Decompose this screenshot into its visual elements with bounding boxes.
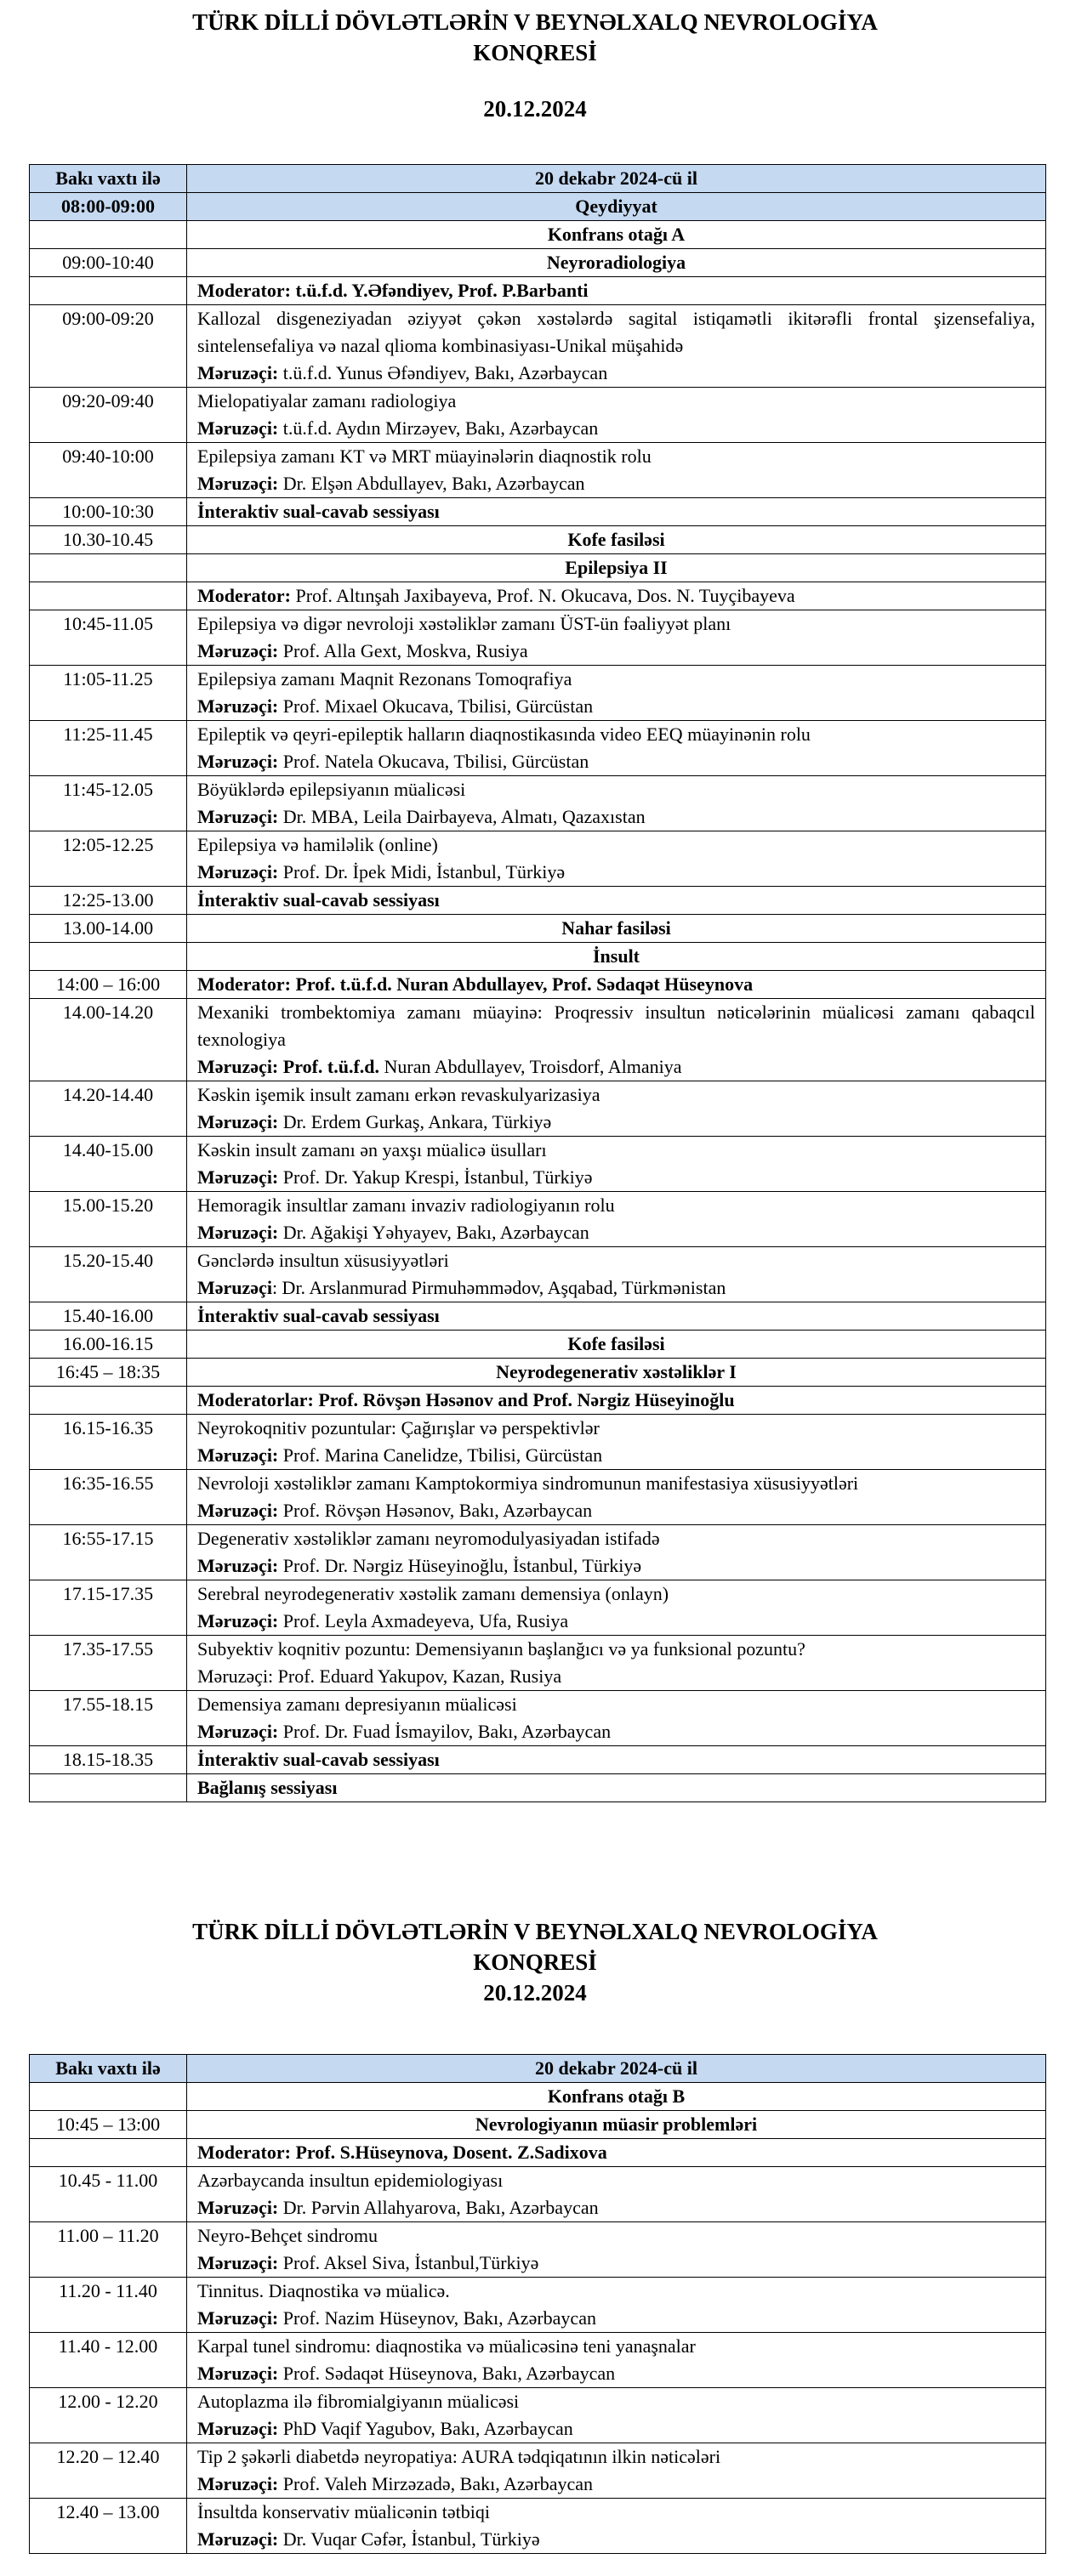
table-row <box>30 193 1046 221</box>
speaker-name: Nuran Abdullayev, Troisdorf, Almaniya <box>379 1056 682 1077</box>
table-row <box>30 943 1046 971</box>
speaker-line <box>197 1497 1035 1524</box>
table-row <box>30 277 1046 305</box>
time-cell: 11:45-12.05 <box>30 776 187 831</box>
talk-title: Autoplazma ilə fibromialgiyanın müalicəsi <box>197 2391 520 2412</box>
table-row <box>30 776 1046 831</box>
congress-date: 20.12.2024 <box>483 96 587 122</box>
time-cell: 11.20 - 11.40 <box>30 2278 187 2333</box>
speaker-label: Məruzəçi: <box>197 1222 279 1243</box>
time-cell: 18.15-18.35 <box>30 1746 187 1774</box>
talk-cell <box>187 1636 1046 1691</box>
time-cell: 11.00 – 11.20 <box>30 2222 187 2278</box>
speaker-name: Prof. Mixael Okucava, Tbilisi, Gürcüstan <box>278 695 594 717</box>
speaker-name: Dr. Ağakişi Yəhyayev, Bakı, Azərbaycan <box>278 1222 589 1243</box>
talk-title: Tinnitus. Diaqnostika və müalicə. <box>197 2280 450 2301</box>
schedule-table-a <box>29 164 1046 1802</box>
table-row <box>30 249 1046 277</box>
speaker-label: Məruzəçi: Prof. t.ü.f.d. <box>197 1056 380 1077</box>
table-row <box>30 915 1046 943</box>
talk-cell <box>187 2167 1046 2222</box>
speaker-line <box>197 360 1035 387</box>
table-row <box>30 1137 1046 1192</box>
talk-title: Neyrokoqnitiv pozuntular: Çağırışlar və perspektivlər <box>197 1417 600 1438</box>
table-row <box>30 887 1046 915</box>
speaker-line <box>197 1663 1035 1690</box>
speaker-line <box>197 1219 1035 1246</box>
moderator-cell <box>187 1387 1046 1415</box>
speaker-line <box>197 1164 1035 1191</box>
talk-title: Kəskin işemik insult zamanı erkən revaskulyarizasiya <box>197 1084 600 1105</box>
speaker-name: Prof. Rövşən Həsənov, Bakı, Azərbaycan <box>278 1500 593 1521</box>
speaker-label: Məruzəçi: <box>197 1610 279 1631</box>
speaker-name: : Dr. Arslanmurad Pirmuhəmmədov, Aşqabad, Türkmənistan <box>271 1277 726 1298</box>
time-cell: 16:45 – 18:35 <box>30 1359 187 1387</box>
table-header <box>30 165 1046 193</box>
moderator-label: Moderator: <box>197 280 291 301</box>
speaker-label: Məruzəçi: <box>197 806 279 827</box>
talk-cell <box>187 2443 1046 2499</box>
speaker-name: Prof. Eduard Yakupov, Kazan, Rusiya <box>273 1665 562 1687</box>
speaker-line <box>197 2360 1035 2387</box>
moderator-label: Moderator: <box>197 973 291 995</box>
speaker-label: Məruzəçi: <box>197 1665 274 1687</box>
speaker-name: t.ü.f.d. Aydın Mirzəyev, Bakı, Azərbaycan <box>278 417 599 439</box>
moderator-cell <box>187 277 1046 305</box>
speaker-line <box>197 2194 1035 2221</box>
table-row <box>30 1691 1046 1746</box>
table-row <box>30 2167 1046 2222</box>
time-cell: 09:00-09:20 <box>30 305 187 388</box>
time-cell: 12:25-13.00 <box>30 887 187 915</box>
time-cell <box>30 1387 187 1415</box>
speaker-line <box>197 1442 1035 1469</box>
talk-title: Epilepsiya və hamiləlik (online) <box>197 834 438 855</box>
time-cell <box>30 277 187 305</box>
table-row <box>30 1247 1046 1302</box>
table-row <box>30 388 1046 443</box>
speaker-label: Məruzəçi: <box>197 2307 279 2329</box>
speaker-label: Məruzəçi: <box>197 2197 279 2218</box>
session-item: İnteraktiv sual-cavab sessiyası <box>187 498 1046 526</box>
speaker-name: Prof. Nazim Hüseynov, Bakı, Azərbaycan <box>278 2307 596 2329</box>
talk-cell <box>187 1081 1046 1137</box>
talk-title: Subyektiv koqnitiv pozuntu: Demensiyanın başlanğıcı və ya funksional pozuntu? <box>197 1638 805 1660</box>
talk-cell <box>187 2333 1046 2388</box>
talk-title: Hemoragik insultlar zamanı invaziv radiologiyanın rolu <box>197 1194 615 1216</box>
table-row <box>30 1081 1046 1137</box>
page-title-1 <box>0 7 1070 124</box>
time-cell: 11:05-11.25 <box>30 666 187 721</box>
speaker-name: Dr. Vuqar Cəfər, İstanbul, Türkiyə <box>278 2528 540 2550</box>
talk-cell <box>187 831 1046 887</box>
time-cell: 08:00-09:00 <box>30 193 187 221</box>
table-row <box>30 2333 1046 2388</box>
table-row <box>30 2111 1046 2139</box>
talk-cell <box>187 2278 1046 2333</box>
talk-cell <box>187 1580 1046 1636</box>
talk-title: İnsultda konservativ müalicənin tətbiqi <box>197 2501 490 2522</box>
speaker-name: Prof. Leyla Axmadeyeva, Ufa, Rusiya <box>278 1610 569 1631</box>
speaker-line <box>197 1718 1035 1745</box>
table-row <box>30 2083 1046 2111</box>
talk-title: Tip 2 şəkərli diabetdə neyropatiya: AURA tədqiqatının ilkin nəticələri <box>197 2446 721 2467</box>
congress-title: TÜRK DİLLİ DÖVLƏTLƏRİN V BEYNƏLXALQ NEVROLOGİYA <box>192 1919 878 1944</box>
table-row <box>30 1192 1046 1247</box>
time-cell: 12.40 – 13.00 <box>30 2499 187 2554</box>
table-row <box>30 999 1046 1081</box>
talk-title: Epilepsiya zamanı Maqnit Rezonans Tomoqrafiya <box>197 668 572 689</box>
session-title: Epilepsiya II <box>187 554 1046 582</box>
speaker-line <box>197 1274 1035 1302</box>
session-item: İnteraktiv sual-cavab sessiyası <box>187 1302 1046 1331</box>
time-cell: 11.40 - 12.00 <box>30 2333 187 2388</box>
speaker-line <box>197 859 1035 886</box>
speaker-line <box>197 638 1035 665</box>
table-row <box>30 582 1046 610</box>
speaker-label: Məruzəçi: <box>197 362 279 383</box>
table-row <box>30 831 1046 887</box>
moderator-names: Prof. t.ü.f.d. Nuran Abdullayev, Prof. Sədaqət Hüseynova <box>290 973 754 995</box>
table-row <box>30 526 1046 554</box>
speaker-line <box>197 415 1035 442</box>
page-title-2 <box>0 1916 1070 2008</box>
table-row <box>30 305 1046 388</box>
talk-cell <box>187 388 1046 443</box>
talk-cell <box>187 1415 1046 1470</box>
time-cell <box>30 582 187 610</box>
talk-title: Neyro-Behçet sindromu <box>197 2225 378 2246</box>
speaker-line <box>197 2305 1035 2332</box>
time-cell <box>30 2139 187 2167</box>
speaker-label: Məruzəçi: <box>197 695 279 717</box>
time-cell: 15.20-15.40 <box>30 1247 187 1302</box>
talk-title: Kallozal disgeneziyadan əziyyət çəkən xəstələrdə sagital istiqamətli ikitərəfli frontal şizensefaliya, sintelensefaliya və nazal qlioma kombinasiyası-Unikal müşahidə <box>197 308 1035 356</box>
talk-cell <box>187 1192 1046 1247</box>
time-cell: 16.00-16.15 <box>30 1331 187 1359</box>
time-cell <box>30 1774 187 1802</box>
speaker-name: Dr. Pərvin Allahyarova, Bakı, Azərbaycan <box>278 2197 599 2218</box>
time-cell: 16:55-17.15 <box>30 1525 187 1580</box>
time-cell <box>30 2083 187 2111</box>
table-row <box>30 443 1046 498</box>
speaker-name: Dr. MBA, Leila Dairbayeva, Almatı, Qazaxıstan <box>278 806 646 827</box>
session-title: Neyrodegenerativ xəstəliklər I <box>187 1359 1046 1387</box>
speaker-line <box>197 748 1035 775</box>
speaker-name: Prof. Dr. Nərgiz Hüseyinoğlu, İstanbul, Türkiyə <box>278 1555 642 1576</box>
session-title: Kofe fasiləsi <box>187 526 1046 554</box>
session-item: İnteraktiv sual-cavab sessiyası <box>187 887 1046 915</box>
table-row <box>30 721 1046 776</box>
speaker-label: Məruzəçi <box>197 1277 272 1298</box>
table-row <box>30 2388 1046 2443</box>
table-row <box>30 554 1046 582</box>
session-item: Bağlanış sessiyası <box>187 1774 1046 1802</box>
time-cell: 12.20 – 12.40 <box>30 2443 187 2499</box>
speaker-label: Məruzəçi: <box>197 1166 279 1188</box>
table-row <box>30 1636 1046 1691</box>
speaker-name: Prof. Alla Gext, Moskva, Rusiya <box>278 640 528 661</box>
talk-title: Epileptik və qeyri-epileptik halların diaqnostikasında video EEQ müayinənin rolu <box>197 723 811 745</box>
moderator-cell <box>187 2139 1046 2167</box>
speaker-label: Məruzəçi: <box>197 1444 279 1466</box>
session-title: İnsult <box>187 943 1046 971</box>
talk-cell <box>187 1137 1046 1192</box>
moderator-names: t.ü.f.d. Y.Əfəndiyev, Prof. P.Barbanti <box>290 280 589 301</box>
time-cell: 14.40-15.00 <box>30 1137 187 1192</box>
session-title: Nevrologiyanın müasir problemləri <box>187 2111 1046 2139</box>
table-row <box>30 1415 1046 1470</box>
talk-cell <box>187 1247 1046 1302</box>
speaker-label: Məruzəçi: <box>197 751 279 772</box>
table-row <box>30 2139 1046 2167</box>
time-cell: 10.45 - 11.00 <box>30 2167 187 2222</box>
talk-cell <box>187 1691 1046 1746</box>
speaker-line <box>197 2415 1035 2443</box>
speaker-label: Məruzəçi: <box>197 640 279 661</box>
speaker-line <box>197 1608 1035 1635</box>
talk-cell <box>187 776 1046 831</box>
speaker-label: Məruzəçi: <box>197 861 279 882</box>
speaker-name: Prof. Marina Canelidze, Tbilisi, Gürcüstan <box>278 1444 603 1466</box>
talk-title: Böyüklərdə epilepsiyanın müalicəsi <box>197 779 466 800</box>
table-row <box>30 2499 1046 2554</box>
talk-cell <box>187 2499 1046 2554</box>
moderator-label: Moderator: <box>197 585 291 606</box>
time-cell: 14.20-14.40 <box>30 1081 187 1137</box>
speaker-line <box>197 2250 1035 2277</box>
header-time: Bakı vaxtı ilə <box>30 165 187 193</box>
speaker-name: PhD Vaqif Yagubov, Bakı, Azərbaycan <box>278 2418 573 2439</box>
talk-title: Mexaniki trombektomiya zamanı müayinə: Proqressiv insultun nəticələrinin müalicəsi zamanı qabaqcıl texnologiya <box>197 1001 1035 1050</box>
time-cell <box>30 943 187 971</box>
talk-cell <box>187 2222 1046 2278</box>
time-cell: 09:20-09:40 <box>30 388 187 443</box>
talk-title: Mielopatiyalar zamanı radiologiya <box>197 390 457 411</box>
speaker-label: Məruzəçi: <box>197 2363 279 2384</box>
speaker-label: Məruzəçi: <box>197 1500 279 1521</box>
talk-title: Kəskin insult zamanı ən yaxşı müalicə üsulları <box>197 1139 547 1160</box>
time-cell: 09:00-10:40 <box>30 249 187 277</box>
speaker-line <box>197 470 1035 497</box>
talk-cell <box>187 443 1046 498</box>
speaker-label: Məruzəçi: <box>197 2418 279 2439</box>
session-item: İnteraktiv sual-cavab sessiyası <box>187 1746 1046 1774</box>
speaker-line <box>197 1053 1035 1081</box>
moderator-label: Moderatorlar: <box>197 1389 314 1410</box>
session-title: Konfrans otağı A <box>187 221 1046 249</box>
moderator-cell <box>187 582 1046 610</box>
schedule-table-b <box>29 2054 1046 2554</box>
talk-cell <box>187 1525 1046 1580</box>
speaker-line <box>197 803 1035 831</box>
talk-title: Epilepsiya zamanı KT və MRT müayinələrin diaqnostik rolu <box>197 445 652 467</box>
moderator-names: Prof. Altınşah Jaxibayeva, Prof. N. Okucava, Dos. N. Tuyçibayeva <box>290 585 795 606</box>
time-cell: 11:25-11.45 <box>30 721 187 776</box>
time-cell: 17.15-17.35 <box>30 1580 187 1636</box>
time-cell: 17.55-18.15 <box>30 1691 187 1746</box>
table-row <box>30 2443 1046 2499</box>
talk-cell <box>187 305 1046 388</box>
moderator-names: Prof. S.Hüseynova, Dosent. Z.Sadixova <box>290 2142 607 2163</box>
talk-title: Demensiya zamanı depresiyanın müalicəsi <box>197 1694 517 1715</box>
speaker-name: Prof. Dr. İpek Midi, İstanbul, Türkiyə <box>278 861 566 882</box>
time-cell: 12.00 - 12.20 <box>30 2388 187 2443</box>
table-row <box>30 1774 1046 1802</box>
header-day: 20 dekabr 2024-cü il <box>187 165 1046 193</box>
talk-cell <box>187 1470 1046 1525</box>
speaker-line <box>197 1109 1035 1136</box>
session-title: Kofe fasiləsi <box>187 1331 1046 1359</box>
time-cell: 10:00-10:30 <box>30 498 187 526</box>
time-cell: 14:00 – 16:00 <box>30 971 187 999</box>
talk-title: Azərbaycanda insultun epidemiologiyası <box>197 2170 504 2191</box>
talk-title: Karpal tunel sindromu: diaqnostika və müalicəsinə teni yanaşnalar <box>197 2335 696 2357</box>
table-row <box>30 1302 1046 1331</box>
speaker-line <box>197 2471 1035 2498</box>
table-row <box>30 1387 1046 1415</box>
table-row <box>30 610 1046 666</box>
speaker-label: Məruzəçi: <box>197 1555 279 1576</box>
talk-cell <box>187 610 1046 666</box>
talk-cell <box>187 999 1046 1081</box>
speaker-label: Məruzəçi: <box>197 2528 279 2550</box>
speaker-name: Prof. Aksel Siva, İstanbul,Türkiyə <box>278 2252 539 2273</box>
speaker-name: Prof. Valeh Mirzəzadə, Bakı, Azərbaycan <box>278 2473 594 2494</box>
speaker-name: Prof. Dr. Fuad İsmayilov, Bakı, Azərbaycan <box>278 1721 612 1742</box>
speaker-name: Prof. Dr. Yakup Krespi, İstanbul, Türkiyə <box>278 1166 593 1188</box>
header-day: 20 dekabr 2024-cü il <box>187 2055 1046 2083</box>
table-header <box>30 2055 1046 2083</box>
header-time: Bakı vaxtı ilə <box>30 2055 187 2083</box>
table-row <box>30 1359 1046 1387</box>
talk-title: Epilepsiya və digər nevroloji xəstəliklər zamanı ÜST-ün fəaliyyət planı <box>197 613 731 634</box>
speaker-label: Məruzəçi: <box>197 2252 279 2273</box>
table-row <box>30 1580 1046 1636</box>
time-cell: 10:45-11.05 <box>30 610 187 666</box>
speaker-label: Məruzəçi: <box>197 473 279 494</box>
speaker-name: Dr. Erdem Gurkaş, Ankara, Türkiyə <box>278 1111 552 1132</box>
time-cell: 13.00-14.00 <box>30 915 187 943</box>
speaker-name: Prof. Natela Okucava, Tbilisi, Gürcüstan <box>278 751 589 772</box>
time-cell: 15.40-16.00 <box>30 1302 187 1331</box>
table-row <box>30 971 1046 999</box>
talk-title: Serebral neyrodegenerativ xəstəlik zamanı demensiya (onlayn) <box>197 1583 669 1604</box>
table-row <box>30 1746 1046 1774</box>
congress-date: 20.12.2024 <box>483 1980 587 2006</box>
speaker-line <box>197 2526 1035 2553</box>
table-row <box>30 1470 1046 1525</box>
table-row <box>30 1525 1046 1580</box>
time-cell: 16:35-16.55 <box>30 1470 187 1525</box>
time-cell: 15.00-15.20 <box>30 1192 187 1247</box>
talk-cell <box>187 2388 1046 2443</box>
time-cell: 10.30-10.45 <box>30 526 187 554</box>
table-row <box>30 1331 1046 1359</box>
time-cell: 09:40-10:00 <box>30 443 187 498</box>
moderator-label: Moderator: <box>197 2142 291 2163</box>
moderator-names: Prof. Rövşən Həsənov and Prof. Nərgiz Hüseyinoğlu <box>313 1389 735 1410</box>
session-title: Qeydiyyat <box>187 193 1046 221</box>
time-cell: 14.00-14.20 <box>30 999 187 1081</box>
time-cell: 16.15-16.35 <box>30 1415 187 1470</box>
time-cell: 10:45 – 13:00 <box>30 2111 187 2139</box>
talk-title: Nevroloji xəstəliklər zamanı Kamptokormiya sindromunun manifestasiya xüsusiyyətləri <box>197 1472 859 1494</box>
talk-cell <box>187 721 1046 776</box>
talk-cell <box>187 666 1046 721</box>
congress-title-cont: KONQRESİ <box>473 1949 597 1975</box>
session-title: Nahar fasiləsi <box>187 915 1046 943</box>
talk-title: Degenerativ xəstəliklər zamanı neyromodulyasiyadan istifadə <box>197 1528 660 1549</box>
talk-title: Gənclərdə insultun xüsusiyyətləri <box>197 1250 449 1271</box>
congress-title-cont: KONQRESİ <box>473 40 597 65</box>
table-row <box>30 221 1046 249</box>
time-cell <box>30 554 187 582</box>
session-title: Neyroradiologiya <box>187 249 1046 277</box>
table-row <box>30 666 1046 721</box>
time-cell: 17.35-17.55 <box>30 1636 187 1691</box>
speaker-label: Məruzəçi: <box>197 2473 279 2494</box>
session-title: Konfrans otağı B <box>187 2083 1046 2111</box>
time-cell: 12:05-12.25 <box>30 831 187 887</box>
speaker-line <box>197 693 1035 720</box>
speaker-label: Məruzəçi: <box>197 1111 279 1132</box>
time-cell <box>30 221 187 249</box>
speaker-name: Prof. Sədaqət Hüseynova, Bakı, Azərbaycan <box>278 2363 616 2384</box>
table-row <box>30 498 1046 526</box>
speaker-name: t.ü.f.d. Yunus Əfəndiyev, Bakı, Azərbaycan <box>278 362 608 383</box>
table-row <box>30 2222 1046 2278</box>
speaker-name: Dr. Elşən Abdullayev, Bakı, Azərbaycan <box>278 473 585 494</box>
moderator-cell <box>187 971 1046 999</box>
speaker-label: Məruzəçi: <box>197 1721 279 1742</box>
speaker-label: Məruzəçi: <box>197 417 279 439</box>
speaker-line <box>197 1552 1035 1580</box>
congress-title: TÜRK DİLLİ DÖVLƏTLƏRİN V BEYNƏLXALQ NEVROLOGİYA <box>192 9 878 35</box>
table-row <box>30 2278 1046 2333</box>
